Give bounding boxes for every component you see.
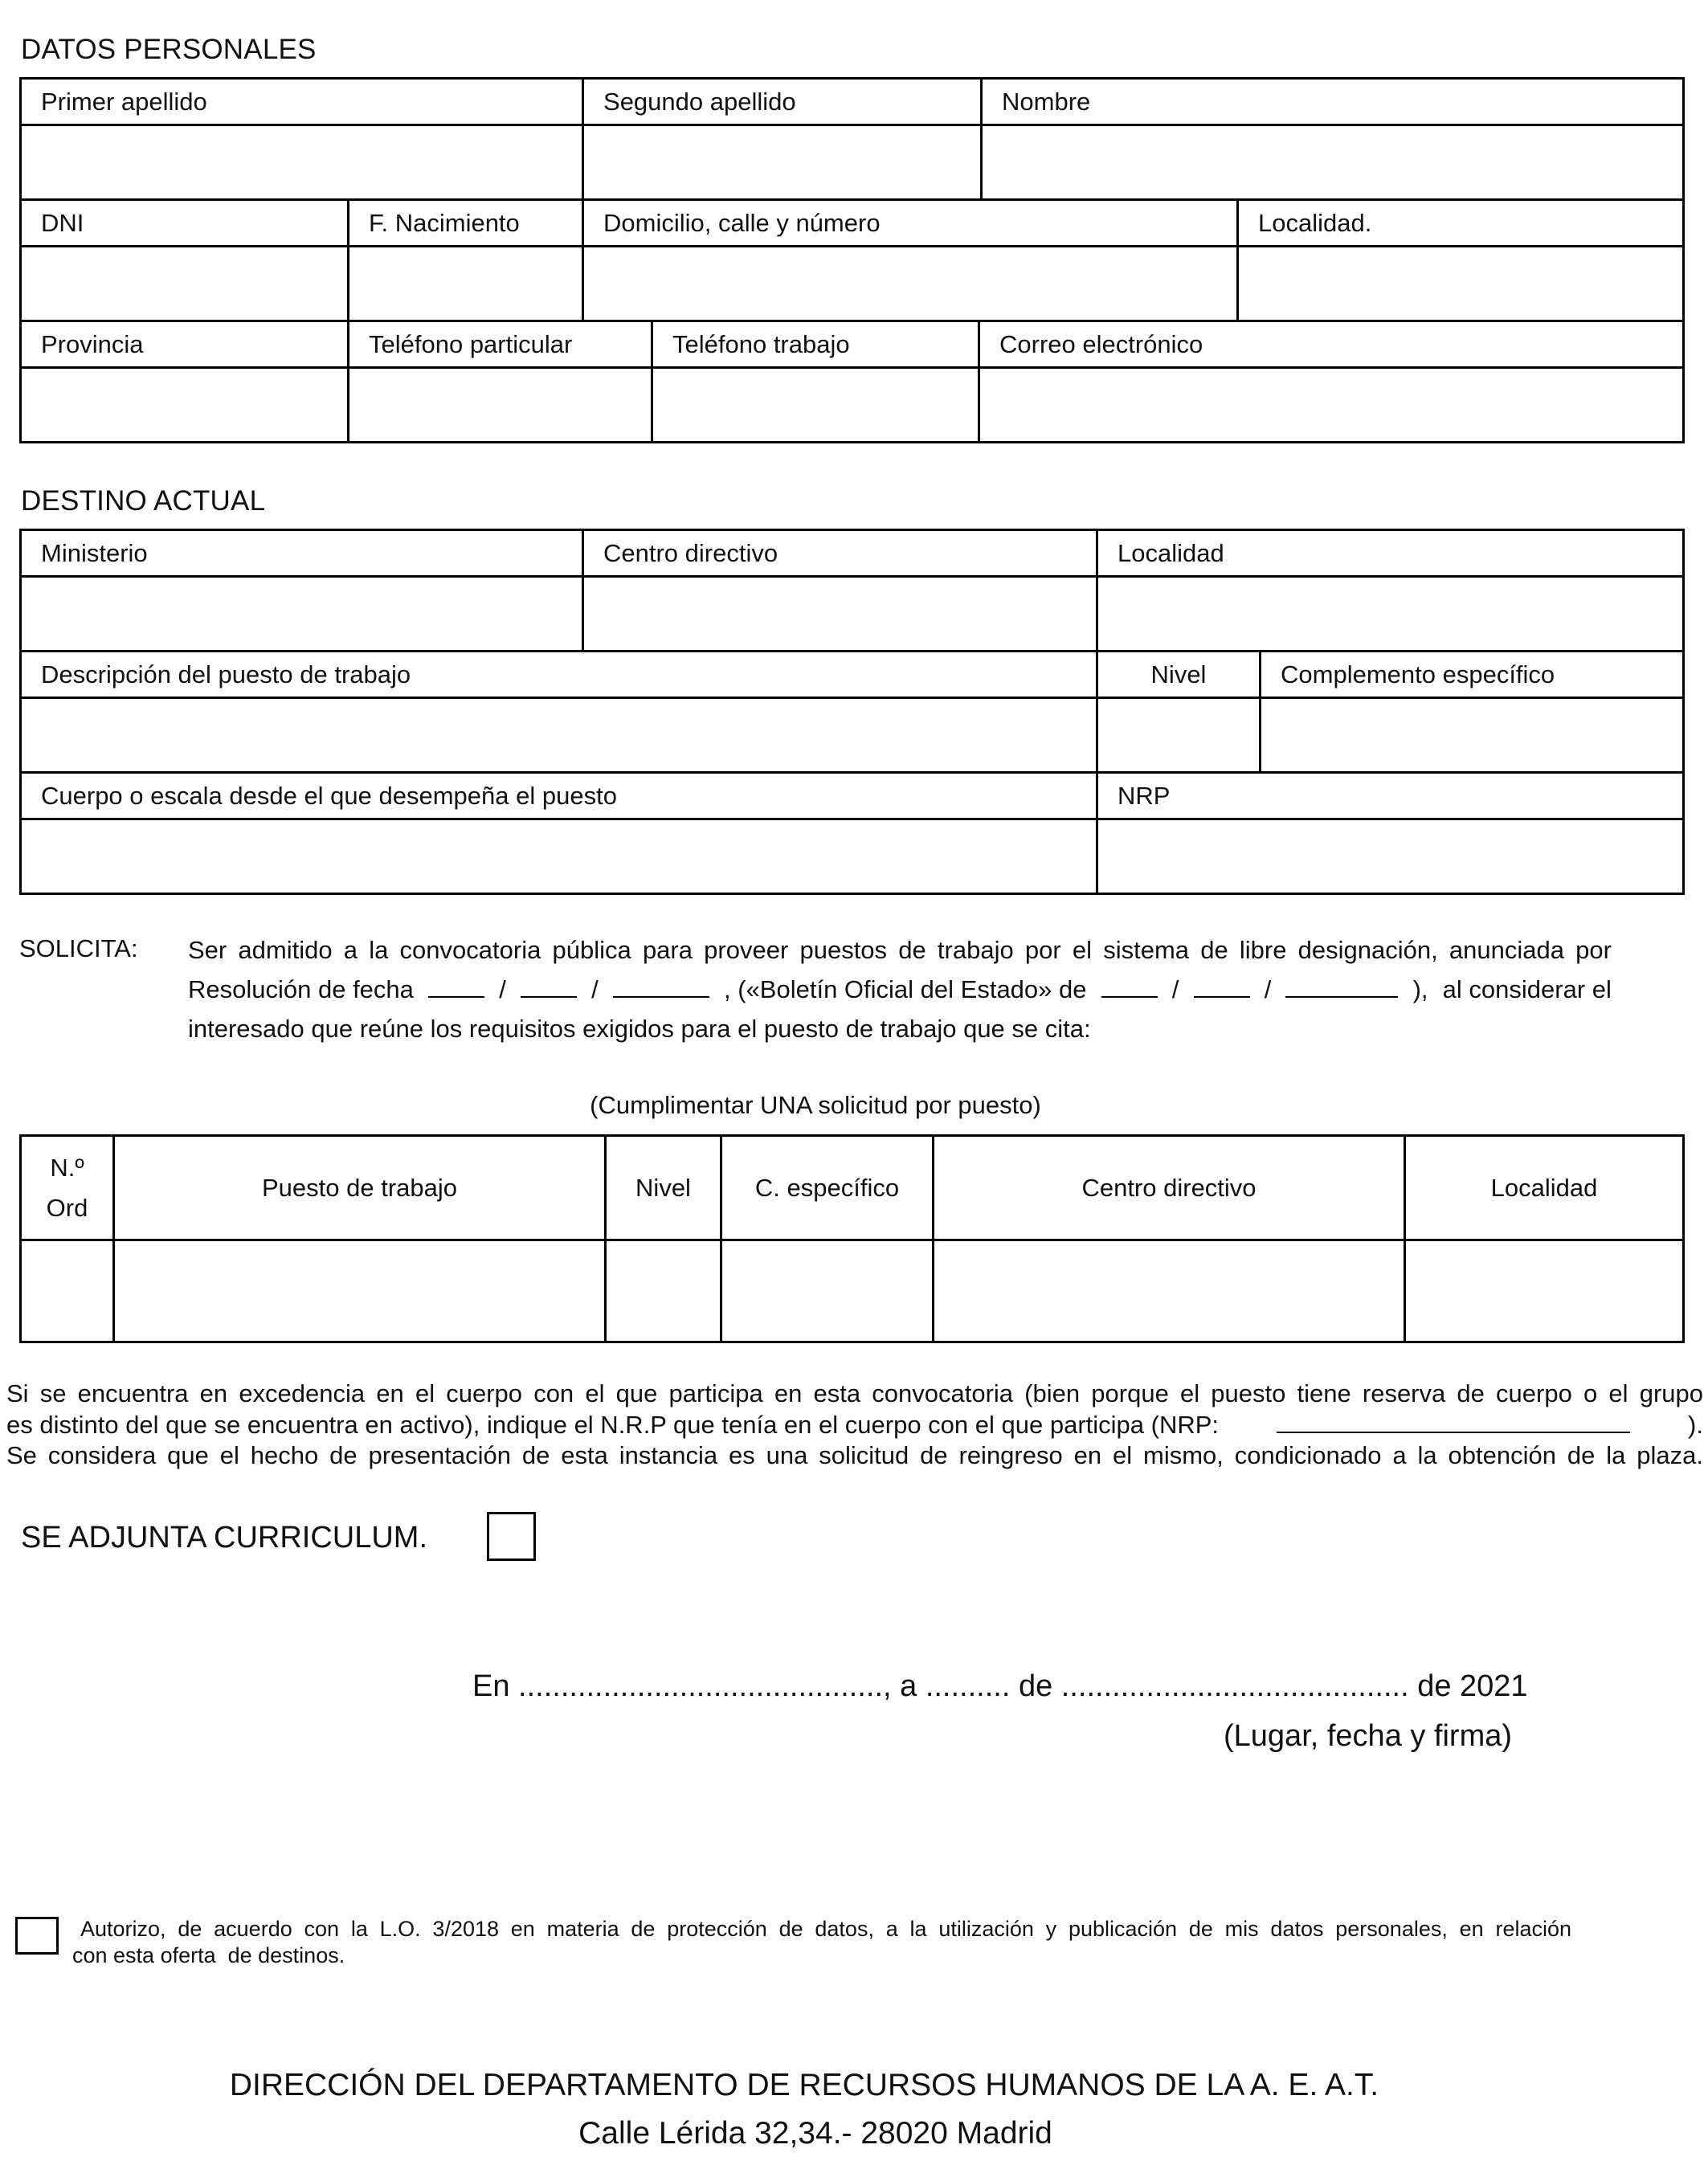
domicilio-field[interactable] [583,247,1238,321]
n-ord-field[interactable] [21,1240,114,1342]
datos-personales-table [19,77,1685,201]
destino-localidad-field[interactable] [1097,577,1684,652]
boe-close: ), [1412,975,1428,1003]
n-ord-header-line-1: N.º [50,1153,84,1182]
date-separator: / [1264,975,1272,1003]
boe-year-blank[interactable] [1285,974,1398,998]
datos-personales-table-2 [19,198,1685,322]
excedencia-text [6,1379,1703,1471]
nivel-field[interactable] [1097,698,1261,773]
datos-personales-title: DATOS PERSONALES [21,34,317,65]
footer-line-2: Calle Lérida 32,34.- 28020 Madrid [578,2116,1052,2151]
nrp-field[interactable] [1097,819,1684,894]
telefono-particular-field[interactable] [349,368,652,443]
excedencia-line-1: Si se encuentra en excedencia en el cuerpo con el que participa en esta convocatoria (bien porque el puesto tiene reserva de cuerpo o el grupo [6,1379,1703,1407]
c-especifico-field[interactable] [721,1240,934,1342]
destino-actual-title: DESTINO ACTUAL [21,485,266,517]
domicilio-label: Domicilio, calle y número [583,200,1238,247]
excedencia-line-2 [6,1409,1703,1440]
boe-label: , («Boletín Oficial del Estado» de [724,975,1087,1003]
curriculum-label: SE ADJUNTA CURRICULUM. [21,1521,428,1554]
primer-apellido-field[interactable] [21,125,583,200]
nrp-blank[interactable] [1277,1409,1630,1433]
resolucion-year-blank[interactable] [613,974,709,998]
localidad-header: Localidad [1405,1136,1684,1240]
puesto-header: Puesto de trabajo [114,1136,606,1240]
segundo-apellido-label: Segundo apellido [583,79,982,125]
date-separator: / [1171,975,1179,1003]
puestos-note [0,1091,1708,1120]
correo-field[interactable] [979,368,1684,443]
f-nacimiento-field[interactable] [349,247,583,321]
destino-localidad-label: Localidad [1097,530,1684,577]
puesto-nivel-field[interactable] [606,1240,721,1342]
puesto-localidad-field[interactable] [1405,1240,1684,1342]
segundo-apellido-field[interactable] [583,125,982,200]
nombre-field[interactable] [982,125,1684,200]
autorizo-line-1: Autorizo, de acuerdo con la L.O. 3/2018 en materia de protección de datos, a la utilización y publicación de mis datos personales, en relación [80,1917,1571,1941]
dni-label: DNI [21,200,349,247]
excedencia-line-2-end: ). [1688,1411,1703,1439]
footer-line-1: DIRECCIÓN DEL DEPARTAMENTO DE RECURSOS HUMANOS DE LA A. E. A.T. [229,2068,1379,2102]
resolucion-label: Resolución de fecha [188,975,414,1003]
f-nacimiento-label: F. Nacimiento [349,200,583,247]
descripcion-puesto-label: Descripción del puesto de trabajo [21,652,1097,698]
centro-header: Centro directivo [934,1136,1405,1240]
dni-field[interactable] [21,247,349,321]
telefono-particular-label: Teléfono particular [349,321,652,368]
excedencia-line-2-text: es distinto del que se encuentra en activo), indique el N.R.P que tenía en el cuerpo con el que participa (NRP: [6,1411,1220,1439]
localidad-label: Localidad. [1238,200,1684,247]
provincia-field[interactable] [21,368,349,443]
destino-actual-table [19,529,1685,652]
ministerio-label: Ministerio [21,530,583,577]
curriculum-checkbox[interactable] [487,1512,536,1561]
footer-line-2-wrap [0,2116,1708,2151]
n-ord-header [21,1136,114,1240]
date-separator: / [591,975,599,1003]
localidad-field[interactable] [1238,247,1684,321]
date-separator: / [499,975,506,1003]
nombre-label: Nombre [982,79,1684,125]
footer-line-1-wrap [0,2068,1708,2103]
c-especifico-header: C. específico [721,1136,934,1240]
excedencia-line-3: Se considera que el hecho de presentación de esta instancia es una solicitud de reingreso en el mismo, condicionado a la obtención de la plaza. [6,1441,1703,1469]
complemento-field[interactable] [1261,698,1684,773]
correo-label: Correo electrónico [979,321,1684,368]
nivel-label: Nivel [1097,652,1261,698]
resolucion-month-blank[interactable] [521,974,577,998]
descripcion-puesto-field[interactable] [21,698,1097,773]
primer-apellido-label: Primer apellido [21,79,583,125]
boe-month-blank[interactable] [1194,974,1250,998]
nivel-header: Nivel [606,1136,721,1240]
firma-caption: (Lugar, fecha y firma) [1224,1719,1513,1753]
cuerpo-escala-field[interactable] [21,819,1097,894]
nrp-label: NRP [1097,773,1684,819]
cuerpo-escala-label: Cuerpo o escala desde el que desempeña el puesto [21,773,1097,819]
destino-actual-table-3 [19,771,1685,895]
resolucion-day-blank[interactable] [428,974,484,998]
puesto-field[interactable] [114,1240,606,1342]
solicita-line-3: interesado que reúne los requisitos exigidos para el puesto de trabajo que se cita: [188,1015,1091,1043]
telefono-trabajo-label: Teléfono trabajo [652,321,979,368]
puesto-centro-field[interactable] [934,1240,1405,1342]
centro-directivo-label: Centro directivo [583,530,1097,577]
puestos-note-text: (Cumplimentar UNA solicitud por puesto) [590,1091,1041,1119]
solicita-line-1: Ser admitido a la convocatoria pública para proveer puestos de trabajo por el sistema de libre designación, anunciada por [188,936,1612,964]
centro-directivo-field[interactable] [583,577,1097,652]
firma-line: En ..........................................., a .......... de ......................................... de 2021 [472,1669,1528,1703]
solicita-label: SOLICITA: [19,934,138,962]
puestos-table [19,1134,1685,1343]
telefono-trabajo-field[interactable] [652,368,979,443]
provincia-label: Provincia [21,321,349,368]
autorizo-line-2: con esta oferta de destinos. [72,1943,345,1967]
autorizo-checkbox[interactable] [15,1917,59,1955]
destino-actual-table-2 [19,650,1685,774]
n-ord-header-line-2: Ord [46,1193,88,1222]
complemento-label: Complemento específico [1261,652,1684,698]
ministerio-field[interactable] [21,577,583,652]
boe-day-blank[interactable] [1101,974,1158,998]
datos-personales-table-3 [19,320,1685,443]
solicita-line-2-end: al considerar el [1442,975,1612,1003]
solicita-line-2 [188,970,1612,1009]
